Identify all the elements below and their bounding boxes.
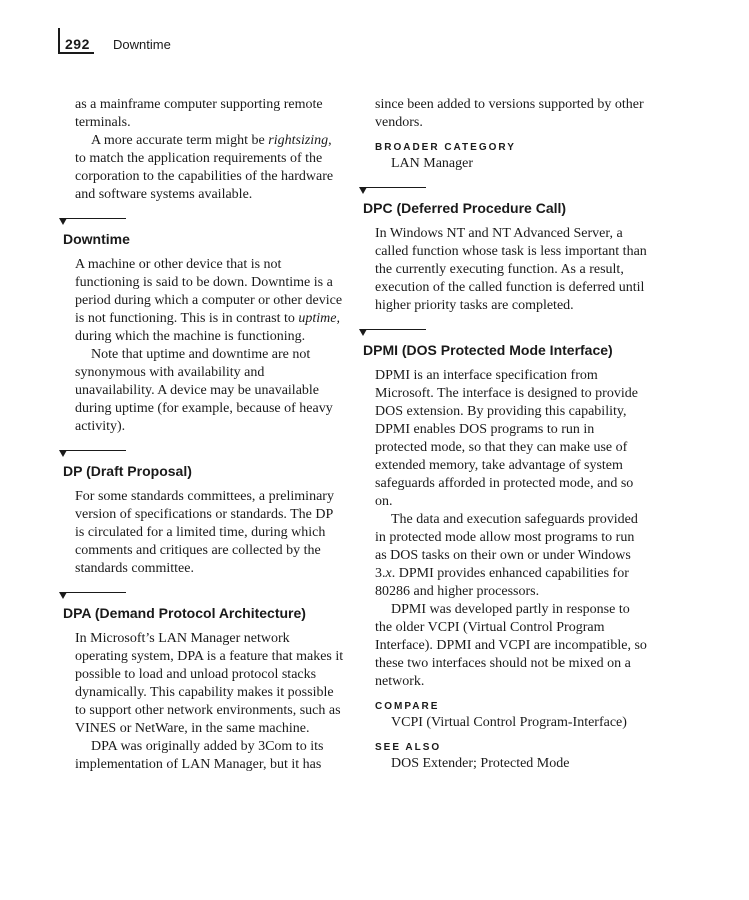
entry-paragraph: A machine or other device that is not functioning is said to be down. Downtime is a period during which a computer or other device is not functioning. This is in contrast to uptime, during which the machine is functioning.: [75, 257, 343, 344]
triangle-icon: [59, 450, 67, 457]
entry-paragraph: DPMI is an interface specification from Microsoft. The interface is designed to provide DOS extension. By providing this capability, DPMI enables DOS programs to run in protected mode, so that they can make use of extended memory, take advantage of system safeguards afforded in protected mode, and so on.: [375, 368, 638, 509]
rightsizing-paragraph: A more accurate term might be rightsizing, to match the application requirements of the corporation to the capabilities of the hardware and software systems available.: [75, 133, 334, 202]
entry-paragraph: In Microsoft’s LAN Manager network operating system, DPA is a feature that makes it possible to load and unload protocol stacks dynamically. This capability makes it possible to support other network environments, such as VINES or NetWare, in the same machine.: [75, 631, 344, 736]
entry-marker: [59, 590, 345, 600]
see-also-label: SEE ALSO: [375, 742, 442, 753]
see-also-value: DOS Extender; Protected Mode: [391, 756, 570, 771]
triangle-icon: [59, 218, 67, 225]
page-number: 292: [65, 36, 90, 52]
triangle-icon: [359, 329, 367, 336]
entry-dpc: [359, 185, 649, 315]
broader-category-label: BROADER CATEGORY: [375, 142, 516, 153]
entry-marker: [359, 185, 649, 195]
right-column: [359, 96, 649, 773]
continued-paragraph: as a mainframe computer supporting remote terminals.: [75, 97, 323, 130]
entry-paragraph: The data and execution safeguards provided in protected mode allow most programs to run as DOS tasks on their own or under Windows 3.x. DPMI provides enhanced capabilities for 80286 and higher processors.: [375, 512, 638, 599]
continued-paragraph: since been added to versions supported by other vendors.: [375, 97, 644, 130]
entry-dpmi: [359, 327, 649, 773]
entry-term: DP (Draft Proposal): [63, 463, 192, 479]
entry-marker: [359, 327, 649, 337]
running-head: Downtime: [113, 37, 171, 52]
entry-paragraph: DPMI was developed partly in response to the older VCPI (Virtual Control Program Interface). DPMI and VCPI are incompatible, so these two interfaces should not be mixed on a network.: [375, 602, 647, 689]
entry-term: DPMI (DOS Protected Mode Interface): [363, 342, 613, 358]
entry-term: Downtime: [63, 231, 130, 247]
entry-marker: [59, 448, 345, 458]
triangle-icon: [359, 187, 367, 194]
compare-value: VCPI (Virtual Control Program-Interface): [391, 715, 627, 730]
header-rule-underline: [58, 52, 94, 54]
triangle-icon: [59, 592, 67, 599]
broader-category-value: LAN Manager: [391, 156, 474, 171]
entry-paragraph: Note that uptime and downtime are not synonymous with availability and unavailability. A device may be unavailable during uptime (for example, because of heavy activity).: [75, 347, 333, 434]
entry-term: DPC (Deferred Procedure Call): [363, 200, 567, 216]
entry-downtime: [59, 216, 345, 436]
entry-paragraph: In Windows NT and NT Advanced Server, a called function whose task is less important than the currently executing function. As a result, execution of the called function is deferred until higher priority tasks are completed.: [375, 226, 647, 313]
compare-label: COMPARE: [375, 701, 440, 712]
entry-marker: [59, 216, 345, 226]
entry-dpa: [59, 590, 345, 774]
header-rule: [58, 28, 60, 54]
entry-dp: [59, 448, 345, 578]
entry-paragraph: For some standards committees, a preliminary version of specifications or standards. The DP is circulated for a limited time, during which comments and critiques are collected by the standards committee.: [75, 489, 334, 576]
entry-paragraph: DPA was originally added by 3Com to its implementation of LAN Manager, but it has: [75, 739, 324, 772]
left-column: [59, 96, 345, 774]
entry-term: DPA (Demand Protocol Architecture): [63, 605, 306, 621]
